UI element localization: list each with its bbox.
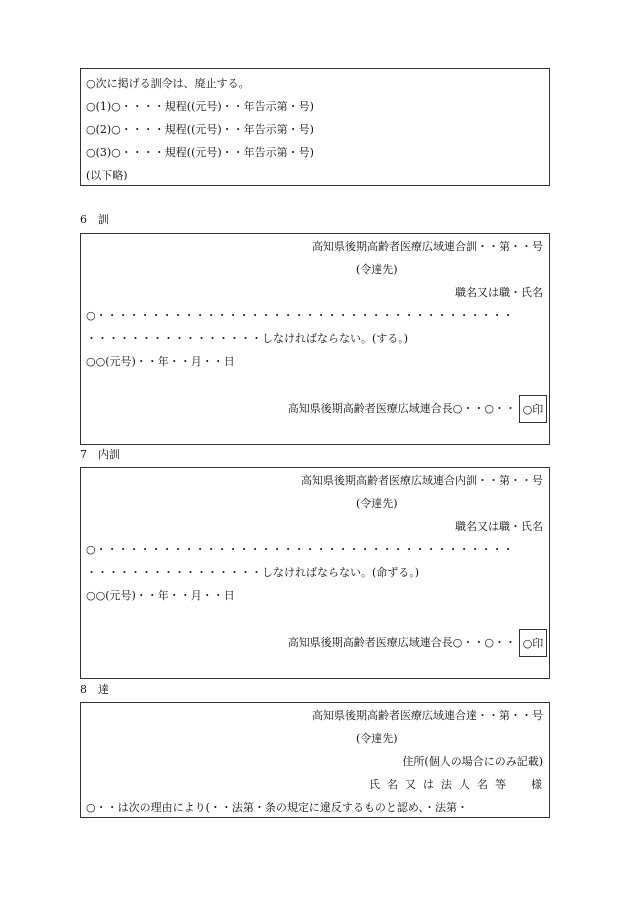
section-7-addressee: (令達先) bbox=[356, 497, 398, 510]
section-8-box bbox=[80, 702, 550, 818]
section-8-body-line-1: ○・・は次の理由により(・・法第・条の規定に違反するものと認め、・法第・ bbox=[86, 801, 468, 814]
section-6-body-line-1: ○・・・・・・・・・・・・・・・・・・・・・・・・・・・・・・・・・・・・・・ bbox=[86, 309, 514, 322]
section-6-title-name: 職名又は職・氏名 bbox=[455, 286, 543, 299]
section-8-number-line: 高知県後期高齢者医療広域連合達・・第・・号 bbox=[312, 709, 543, 722]
abolition-item-2: ○(2)○・・・・規程((元号)・・年告示第・号) bbox=[86, 123, 314, 136]
omitted-note: (以下略) bbox=[86, 169, 128, 182]
section-6-body-line-2: ・・・・・・・・・・・・・・・・しなければならない。(する。) bbox=[86, 332, 409, 345]
section-7-body-line-1: ○・・・・・・・・・・・・・・・・・・・・・・・・・・・・・・・・・・・・・・ bbox=[86, 543, 514, 556]
section-8-address: 住所(個人の場合にのみ記載) bbox=[402, 755, 543, 768]
abolition-statement: ○次に掲げる訓令は、廃止する。 bbox=[86, 77, 250, 90]
section-7-number-line: 高知県後期高齢者医療広域連合内訓・・第・・号 bbox=[301, 474, 543, 487]
section-6-date: ○○(元号)・・年・・月・・日 bbox=[86, 355, 235, 368]
section-6-addressee: (令達先) bbox=[356, 263, 398, 276]
section-6-heading: 6 訓 bbox=[80, 213, 109, 226]
section-8-name-line: 氏名又は法人名等 様 bbox=[369, 778, 549, 791]
section-6-box bbox=[80, 233, 550, 445]
section-8-heading: 8 達 bbox=[80, 683, 109, 696]
section-7-title-name: 職名又は職・氏名 bbox=[455, 520, 543, 533]
section-7-signer: 高知県後期高齢者医療広域連合長○・・○・・ bbox=[287, 636, 516, 649]
section-7-body-line-2: ・・・・・・・・・・・・・・・・しなければならない。(命ずる。) bbox=[86, 566, 420, 579]
section-7-box bbox=[80, 467, 550, 679]
section-7-date: ○○(元号)・・年・・月・・日 bbox=[86, 589, 235, 602]
abolition-notice-box bbox=[80, 68, 550, 186]
abolition-item-1: ○(1)○・・・・規程((元号)・・年告示第・号) bbox=[86, 100, 314, 113]
section-8-addressee: (令達先) bbox=[356, 732, 398, 745]
section-6-number-line: 高知県後期高齢者医療広域連合訓・・第・・号 bbox=[312, 240, 543, 253]
section-7-heading: 7 内訓 bbox=[80, 448, 120, 461]
section-7-seal: ○印 bbox=[519, 629, 547, 657]
section-6-seal: ○印 bbox=[519, 395, 547, 423]
abolition-item-3: ○(3)○・・・・規程((元号)・・年告示第・号) bbox=[86, 146, 314, 159]
section-6-signer: 高知県後期高齢者医療広域連合長○・・○・・ bbox=[287, 402, 516, 415]
